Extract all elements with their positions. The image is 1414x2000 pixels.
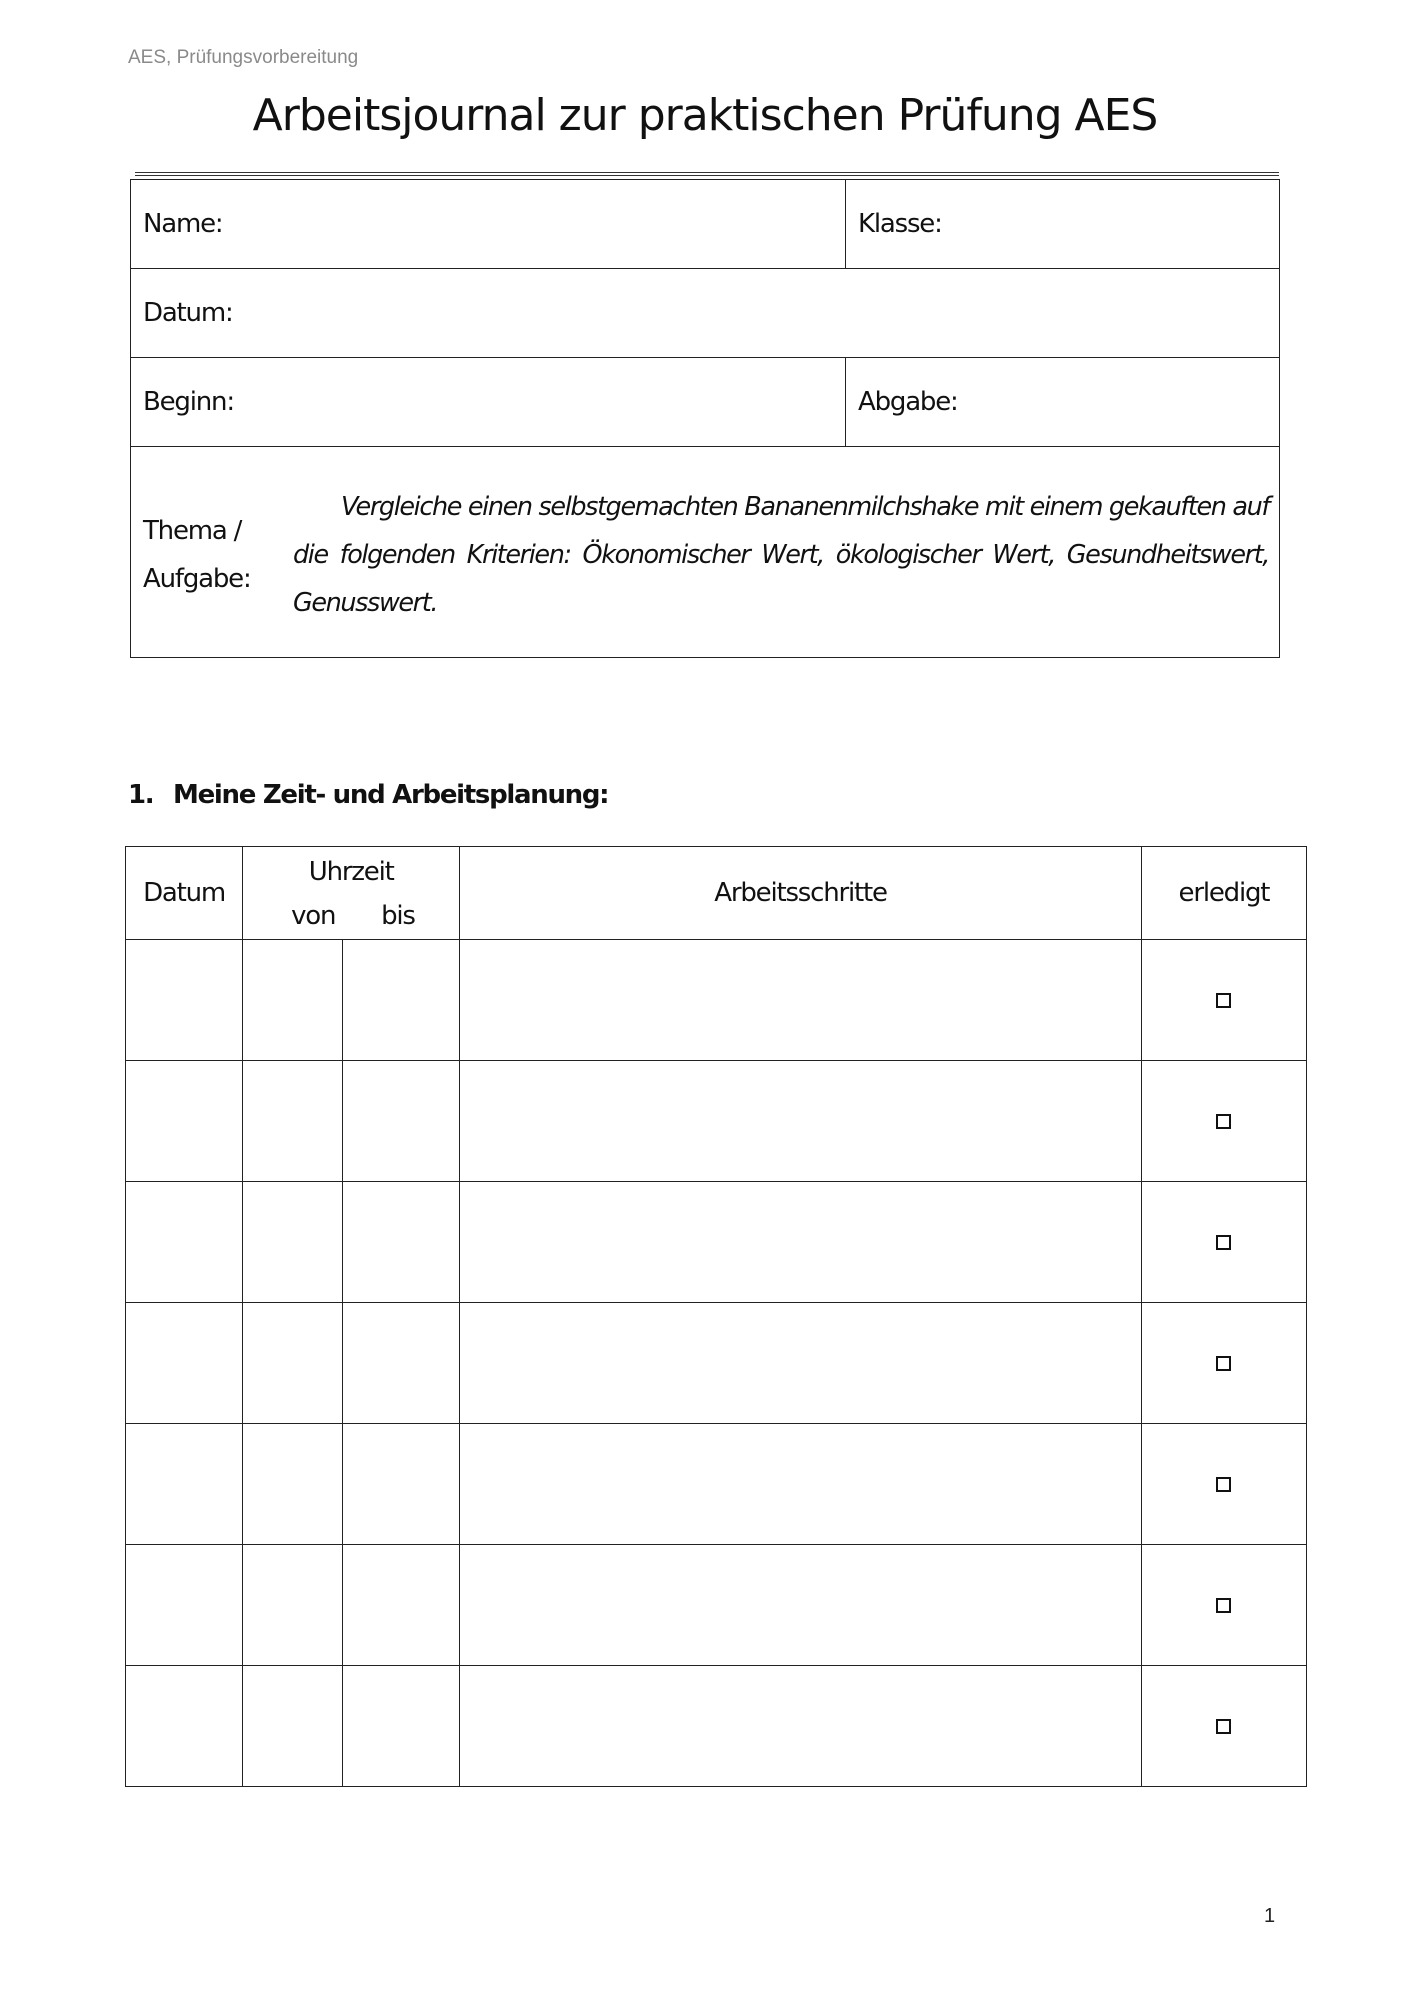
header-erledigt: erledigt: [1141, 847, 1306, 940]
arbeitsschritt-cell[interactable]: [460, 940, 1142, 1061]
plan-table: [125, 846, 1307, 1787]
arbeitsschritt-cell[interactable]: [460, 1424, 1142, 1545]
bis-cell[interactable]: [343, 1666, 460, 1787]
erledigt-cell: [1141, 1666, 1306, 1787]
bis-cell[interactable]: [343, 940, 460, 1061]
header-uhrzeit-label: Uhrzeit: [308, 857, 394, 887]
datum-cell[interactable]: [126, 1303, 243, 1424]
title-divider: [135, 172, 1279, 176]
page-number: 1: [1264, 1905, 1276, 1927]
table-row: [126, 940, 1307, 1061]
beginn-label: Beginn:: [143, 387, 234, 417]
section-heading: [128, 780, 608, 810]
erledigt-checkbox[interactable]: [1216, 1719, 1231, 1734]
header-arbeitsschritte: Arbeitsschritte: [460, 847, 1142, 940]
erledigt-cell: [1141, 1303, 1306, 1424]
erledigt-checkbox[interactable]: [1216, 1598, 1231, 1613]
header-note: AES, Prüfungsvorbereitung: [128, 47, 359, 68]
arbeitsschritt-cell[interactable]: [460, 1182, 1142, 1303]
erledigt-checkbox[interactable]: [1216, 993, 1231, 1008]
bis-cell[interactable]: [343, 1303, 460, 1424]
datum-cell[interactable]: [126, 1424, 243, 1545]
student-info-box: [130, 179, 1280, 658]
arbeitsschritt-cell[interactable]: [460, 1545, 1142, 1666]
header-von: von: [291, 901, 336, 931]
bis-cell[interactable]: [343, 1182, 460, 1303]
info-row-beginn: [131, 358, 1279, 447]
name-label: Name:: [143, 209, 223, 239]
thema-label-line1: Thema /: [143, 516, 242, 546]
von-cell[interactable]: [243, 1666, 343, 1787]
datum-cell[interactable]: [126, 1545, 243, 1666]
table-row: [126, 1424, 1307, 1545]
table-row: [126, 1303, 1307, 1424]
erledigt-cell: [1141, 940, 1306, 1061]
bis-cell[interactable]: [343, 1061, 460, 1182]
von-cell[interactable]: [243, 1424, 343, 1545]
section-title: Meine Zeit- und Arbeitsplanung:: [173, 780, 609, 810]
von-cell[interactable]: [243, 1545, 343, 1666]
erledigt-checkbox[interactable]: [1216, 1356, 1231, 1371]
plan-table-body: [126, 940, 1307, 1787]
beginn-field[interactable]: [131, 358, 846, 446]
info-row-datum: [131, 269, 1279, 358]
klasse-field[interactable]: [846, 180, 1279, 268]
thema-label: [131, 507, 293, 603]
header-bis: bis: [381, 901, 415, 931]
datum-cell[interactable]: [126, 1061, 243, 1182]
erledigt-checkbox[interactable]: [1216, 1235, 1231, 1250]
arbeitsschritt-cell[interactable]: [460, 1303, 1142, 1424]
arbeitsschritt-cell[interactable]: [460, 1666, 1142, 1787]
thema-label-line2: Aufgabe:: [143, 564, 251, 594]
table-row: [126, 1666, 1307, 1787]
table-row: [126, 1182, 1307, 1303]
klasse-label: Klasse:: [858, 209, 942, 239]
erledigt-cell: [1141, 1424, 1306, 1545]
datum-cell[interactable]: [126, 940, 243, 1061]
abgabe-label: Abgabe:: [858, 387, 958, 417]
name-field[interactable]: [131, 180, 846, 268]
von-cell[interactable]: [243, 1061, 343, 1182]
von-cell[interactable]: [243, 1303, 343, 1424]
info-row-name: [131, 180, 1279, 269]
von-cell[interactable]: [243, 1182, 343, 1303]
header-uhrzeit: [243, 847, 460, 940]
thema-text: Vergleiche einen selbstgemachten Bananenmilchshake mit einem gekauften auf die folgenden Kriterien: Ökonomischer Wert, ökologischer Wert, Gesundheitswert, Genusswert.: [293, 492, 1269, 618]
document-title: Arbeitsjournal zur praktischen Prüfung AES: [252, 90, 1158, 141]
erledigt-cell: [1141, 1545, 1306, 1666]
abgabe-field[interactable]: [846, 358, 1279, 446]
table-row: [126, 1545, 1307, 1666]
plan-table-header: [126, 847, 1307, 940]
arbeitsschritt-cell[interactable]: [460, 1061, 1142, 1182]
erledigt-cell: [1141, 1061, 1306, 1182]
erledigt-cell: [1141, 1182, 1306, 1303]
bis-cell[interactable]: [343, 1424, 460, 1545]
thema-section: [131, 447, 1279, 657]
datum-label: Datum:: [143, 298, 233, 328]
bis-cell[interactable]: [343, 1545, 460, 1666]
section-number: 1.: [128, 780, 154, 810]
datum-cell[interactable]: [126, 1182, 243, 1303]
erledigt-checkbox[interactable]: [1216, 1477, 1231, 1492]
erledigt-checkbox[interactable]: [1216, 1114, 1231, 1129]
header-datum: Datum: [126, 847, 243, 940]
datum-cell[interactable]: [126, 1666, 243, 1787]
table-row: [126, 1061, 1307, 1182]
datum-field[interactable]: [131, 269, 1279, 357]
von-cell[interactable]: [243, 940, 343, 1061]
info-row-thema: [131, 447, 1279, 657]
